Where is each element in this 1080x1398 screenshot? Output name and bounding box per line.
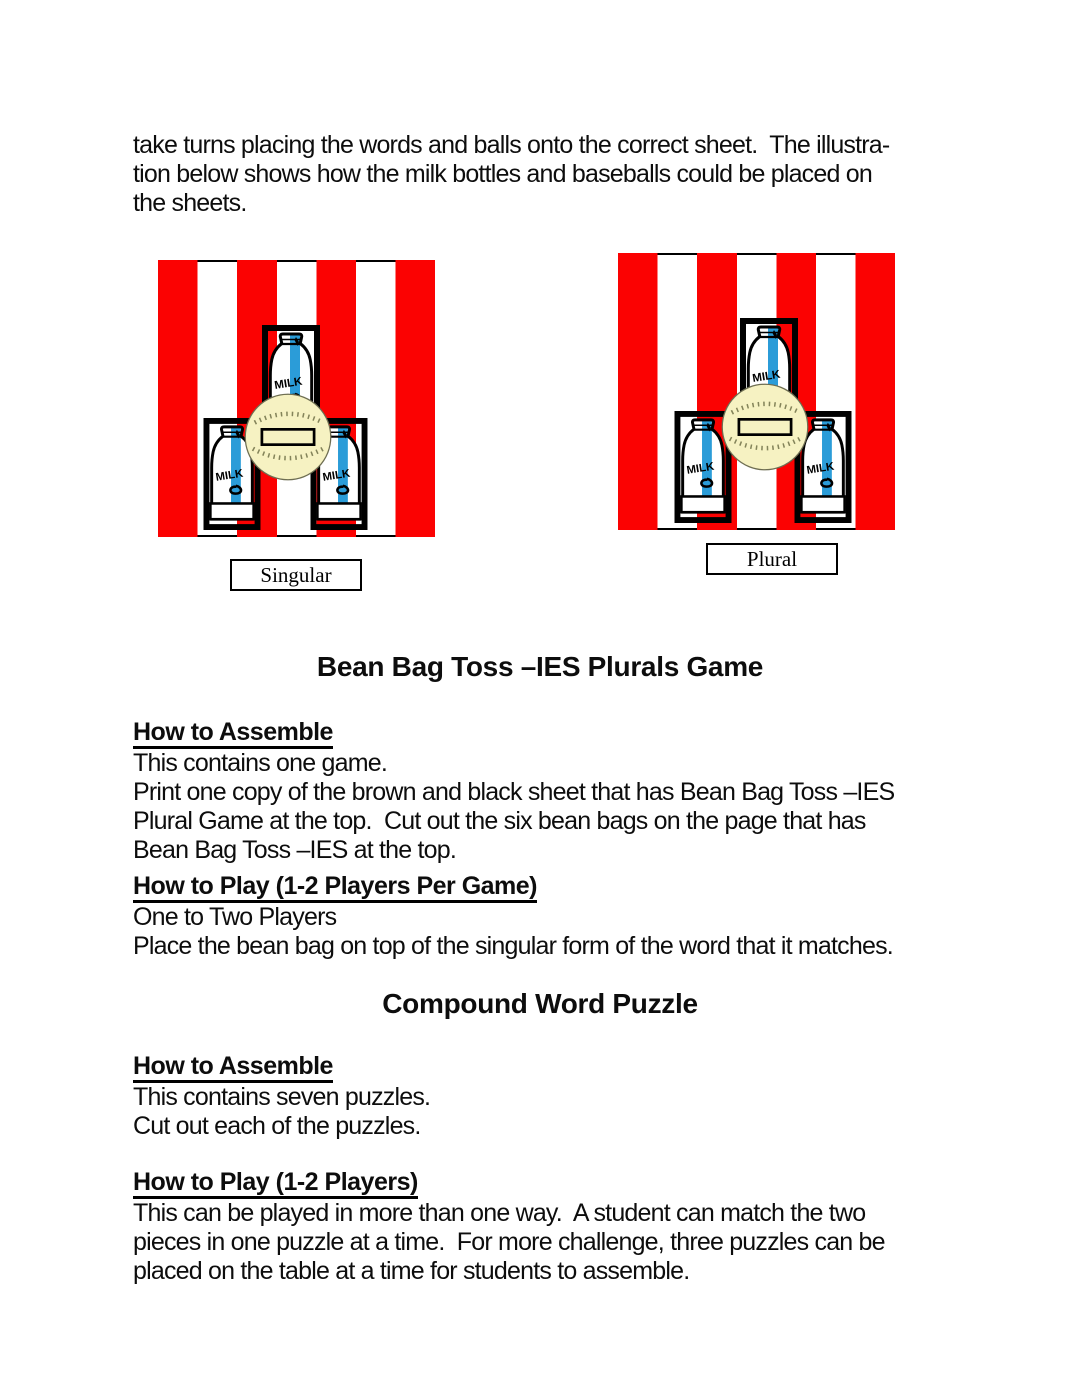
text-line: pieces in one puzzle at a time. For more challenge, three puzzles can be: [133, 1228, 885, 1256]
intro-paragraph: [133, 0, 993, 218]
game1-assemble-heading-text: How to Assemble: [133, 718, 333, 749]
game2-play-heading-text: How to Play (1-2 Players): [133, 1168, 418, 1199]
text-line: placed on the table at a time for students to assemble.: [133, 1257, 690, 1285]
singular-sheet-illustration: [158, 260, 435, 537]
text-line: This contains seven puzzles.: [133, 1083, 431, 1111]
game1-assemble-text: [133, 749, 993, 865]
text-line: This can be played in more than one way. A student can match the two: [133, 1199, 866, 1227]
text-line: This contains one game.: [133, 749, 387, 777]
game1-assemble-heading: [133, 718, 1080, 749]
text-line: Plural Game at the top. Cut out the six bean bags on the page that has: [133, 807, 866, 835]
text-line: Bean Bag Toss –IES at the top.: [133, 836, 456, 864]
text-line: take turns placing the words and balls onto the correct sheet. The illustra-: [133, 131, 890, 159]
plural-sheet-illustration: [618, 253, 895, 530]
game1-play-heading-text: How to Play (1-2 Players Per Game): [133, 872, 537, 903]
game2-play-heading: [133, 1168, 1080, 1199]
text-line: One to Two Players: [133, 903, 337, 931]
text-line: Place the bean bag on top of the singular form of the word that it matches.: [133, 932, 893, 960]
text-line: Cut out each of the puzzles.: [133, 1112, 421, 1140]
plural-label: [706, 543, 838, 575]
text-line: Print one copy of the brown and black sheet that has Bean Bag Toss –IES: [133, 778, 895, 806]
game2-assemble-heading-text: How to Assemble: [133, 1052, 333, 1083]
text-line: the sheets.: [133, 189, 247, 217]
illustration-area: [0, 218, 1080, 652]
singular-label: [230, 559, 362, 591]
baseball-icon: [720, 382, 810, 472]
game1-play-text: [133, 903, 993, 961]
game2-assemble-text: [133, 1083, 993, 1141]
text-line: tion below shows how the milk bottles and baseballs could be placed on: [133, 160, 872, 188]
singular-label-text: Singular: [260, 562, 332, 587]
game1-title: Bean Bag Toss –IES Plurals Game: [316, 651, 764, 682]
game2-play-text: [133, 1199, 993, 1286]
game1-play-heading: [133, 872, 1080, 903]
baseball-icon: [243, 392, 333, 482]
game2-title: Compound Word Puzzle: [382, 988, 698, 1019]
game2-assemble-heading: [133, 1052, 1080, 1083]
plural-label-text: Plural: [746, 546, 798, 571]
